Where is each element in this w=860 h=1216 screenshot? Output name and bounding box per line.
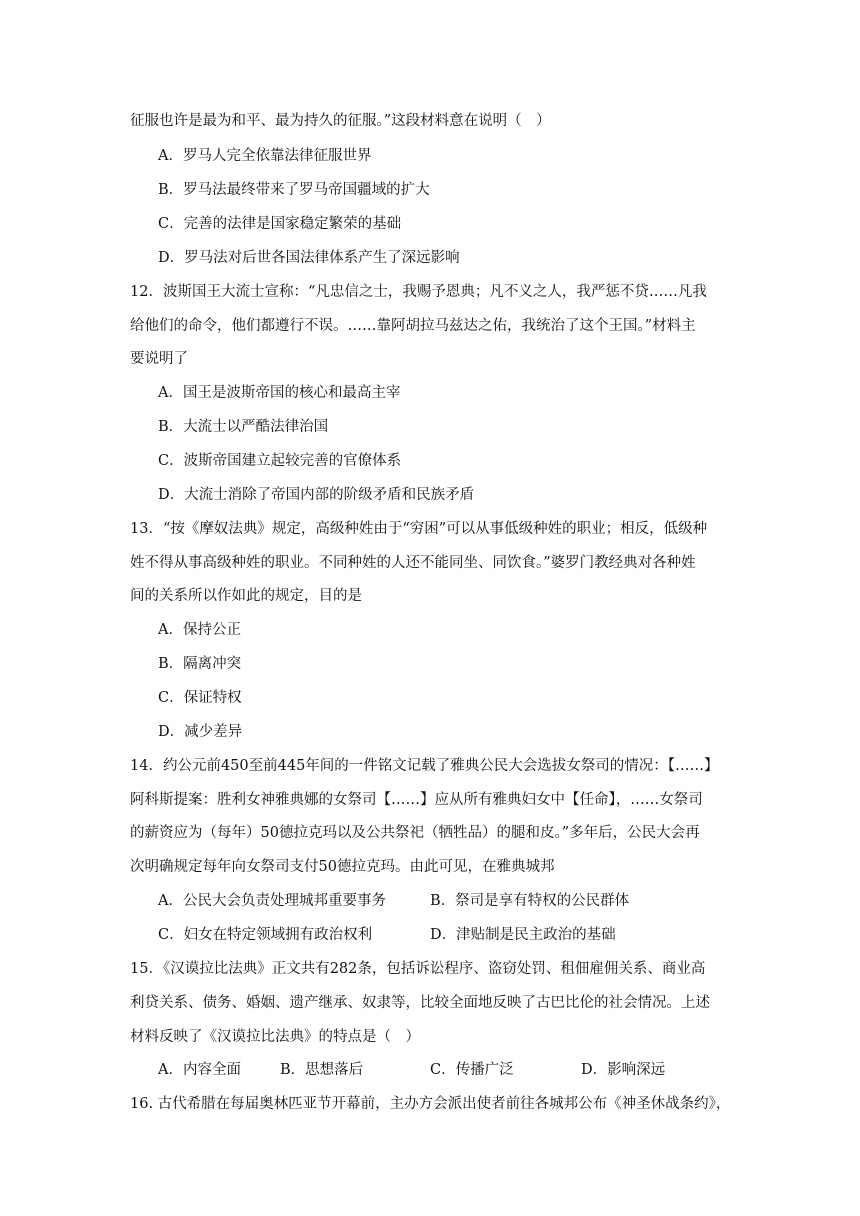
q15-option-a: A．内容全面 — [158, 1062, 241, 1078]
q11-option-d: D．罗马法对后世各国法律体系产生了深远影响 — [158, 250, 460, 266]
q14-stem-line: 的薪资应为（每年）50德拉克玛以及公共祭祀（牺牲品）的腿和皮。”多年后，公民大会再 — [130, 825, 700, 841]
q11-option-a: A．罗马人完全依靠法律征服世界 — [158, 148, 372, 164]
q11-option-c: C．完善的法律是国家稳定繁荣的基础 — [158, 216, 402, 232]
q13-option-a: A．保持公正 — [158, 622, 241, 638]
q12-option-d: D．大流士消除了帝国内部的阶级矛盾和民族矛盾 — [158, 487, 475, 503]
q14-option-d: D．津贴制是民主政治的基础 — [430, 927, 616, 943]
q16-stem-line: 16. 古代希腊在每届奥林匹亚节开幕前，主办方会派出使者前往各城邦公布《神圣休战条约》， — [130, 1096, 731, 1112]
q14-option-c: C．妇女在特定领域拥有政治权利 — [158, 927, 373, 943]
q13-stem-line: 姓不得从事高级种姓的职业。不同种姓的人还不能同坐、同饮食。”婆罗门教经典对各种姓 — [130, 555, 696, 571]
q14-option-a: A．公民大会负责处理城邦重要事务 — [158, 893, 386, 909]
q13-option-b: B．隔离冲突 — [158, 656, 242, 672]
q13-option-c: C．保证特权 — [158, 690, 242, 706]
q12-option-a: A．国王是波斯帝国的核心和最高主宰 — [158, 385, 401, 401]
q12-option-c: C．波斯帝国建立起较完善的官僚体系 — [158, 453, 402, 469]
q12-stem-line: 给他们的命令，他们都遵行不误。……靠阿胡拉马兹达之佑，我统治了这个王国。”材料主 — [130, 318, 696, 334]
q15-option-c: C．传播广泛 — [430, 1062, 514, 1078]
q13-stem-line: 13．“按《摩奴法典》规定，高级种姓由于“穷困”可以从事低级种姓的职业；相反，低级种 — [130, 521, 708, 537]
q14-option-b: B．祭司是享有特权的公民群体 — [430, 893, 630, 909]
q12-stem-line: 要说明了 — [130, 351, 188, 367]
q13-stem-line: 间的关系所以作如此的规定，目的是 — [130, 588, 362, 604]
q12-stem-line: 12．波斯国王大流士宣称：“凡忠信之士，我赐予恩典；凡不义之人，我严惩不贷……凡我 — [130, 284, 707, 300]
q14-stem-line: 14．约公元前450至前445年间的一件铭文记载了雅典公民大会选拔女祭司的情况：【……】 — [130, 758, 719, 774]
q12-option-b: B．大流士以严酷法律治国 — [158, 419, 329, 435]
q14-stem-line: 次明确规定每年向女祭司支付50德拉克玛。由此可见，在雅典城邦 — [130, 859, 555, 875]
q15-stem-line: 材料反映了《汉谟拉比法典》的特点是（ ） — [130, 1029, 420, 1045]
q15-option-d: D．影响深远 — [581, 1062, 666, 1078]
q15-stem-line: 15．《汉谟拉比法典》正文共有282条，包括诉讼程序、盗窃处罚、租佃雇佣关系、商业高 — [130, 961, 706, 977]
q15-option-b: B．思想落后 — [280, 1062, 364, 1078]
q11-option-b: B．罗马法最终带来了罗马帝国疆域的扩大 — [158, 182, 430, 198]
q15-stem-line: 利贷关系、债务、婚姻、遗产继承、奴隶等，比较全面地反映了古巴比伦的社会情况。上述 — [130, 995, 710, 1011]
q14-stem-line: 阿科斯提案：胜利女神雅典娜的女祭司【……】应从所有雅典妇女中【任命】，……女祭司 — [130, 792, 703, 808]
q11-stem-line: 征服也许是最为和平、最为持久的征服。”这段材料意在说明（ ） — [130, 113, 551, 129]
q13-option-d: D．减少差异 — [158, 724, 243, 740]
